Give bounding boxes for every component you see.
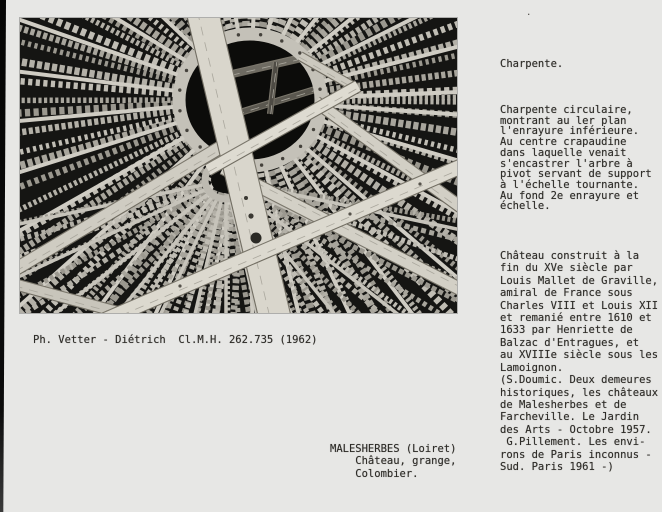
text-line: s'encastrer l'arbre à bbox=[500, 157, 633, 170]
text-line: rons de Paris inconnus - bbox=[500, 448, 652, 461]
text-line: MALESHERBES (Loiret) bbox=[330, 443, 457, 455]
text-line: Sud. Paris 1961 -) bbox=[500, 460, 614, 473]
text-line: (S.Doumic. Deux demeures bbox=[500, 374, 652, 387]
annotation-paragraph-1 bbox=[500, 105, 662, 212]
location-block bbox=[330, 443, 456, 480]
text-line: au XVIIIe siècle sous les bbox=[500, 349, 659, 362]
annotation-title: Charpente. bbox=[500, 58, 564, 70]
text-line: Louis Mallet de Graville, bbox=[500, 274, 659, 287]
text-line: dans laquelle venait bbox=[500, 146, 627, 159]
text-line: Farcheville. Le Jardin bbox=[500, 411, 640, 424]
text-line: de Malesherbes et de bbox=[500, 398, 627, 411]
text-line: Lamoignon. bbox=[500, 361, 564, 374]
text-line: Colombier. bbox=[330, 467, 419, 480]
text-line: fin du XVe siècle par bbox=[500, 262, 633, 275]
text-line: Château construit à la bbox=[500, 250, 640, 263]
scan-binding-edge bbox=[0, 0, 6, 512]
text-line: 1633 par Henriette de bbox=[500, 324, 633, 337]
text-line: Au fond 2e enrayure et bbox=[500, 189, 640, 202]
annotation-column bbox=[500, 35, 662, 485]
text-line: Au centre crapaudine bbox=[500, 136, 627, 149]
charpente-photo bbox=[20, 18, 457, 313]
text-line: Charpente circulaire, bbox=[500, 104, 633, 116]
stray-typed-mark: . bbox=[526, 8, 532, 18]
text-line: G.Pillement. Les envi- bbox=[500, 436, 646, 449]
text-line: l'enrayure inférieure. bbox=[500, 125, 640, 138]
annotation-paragraph-2 bbox=[500, 250, 662, 473]
charpente-photo-drawing bbox=[20, 18, 457, 313]
text-line: Balzac d'Entragues, et bbox=[500, 336, 640, 349]
text-line: Château, grange, bbox=[330, 455, 457, 468]
text-line: Charles VIII et Louis XII bbox=[500, 299, 659, 312]
text-line: amiral de France sous bbox=[500, 287, 633, 300]
text-line: pivot servant de support bbox=[500, 168, 652, 181]
text-line: à l'échelle tournante. bbox=[500, 178, 640, 191]
text-line: historiques, les châteaux bbox=[500, 386, 659, 399]
text-line: des Arts - Octobre 1957. bbox=[500, 423, 652, 436]
text-line: montrant au ler plan bbox=[500, 114, 627, 127]
photo-caption: Ph. Vetter - Diétrich Cl.M.H. 262.735 (1962) bbox=[33, 334, 318, 346]
text-line: échelle. bbox=[500, 200, 551, 213]
text-line: et remanié entre 1610 et bbox=[500, 312, 652, 325]
